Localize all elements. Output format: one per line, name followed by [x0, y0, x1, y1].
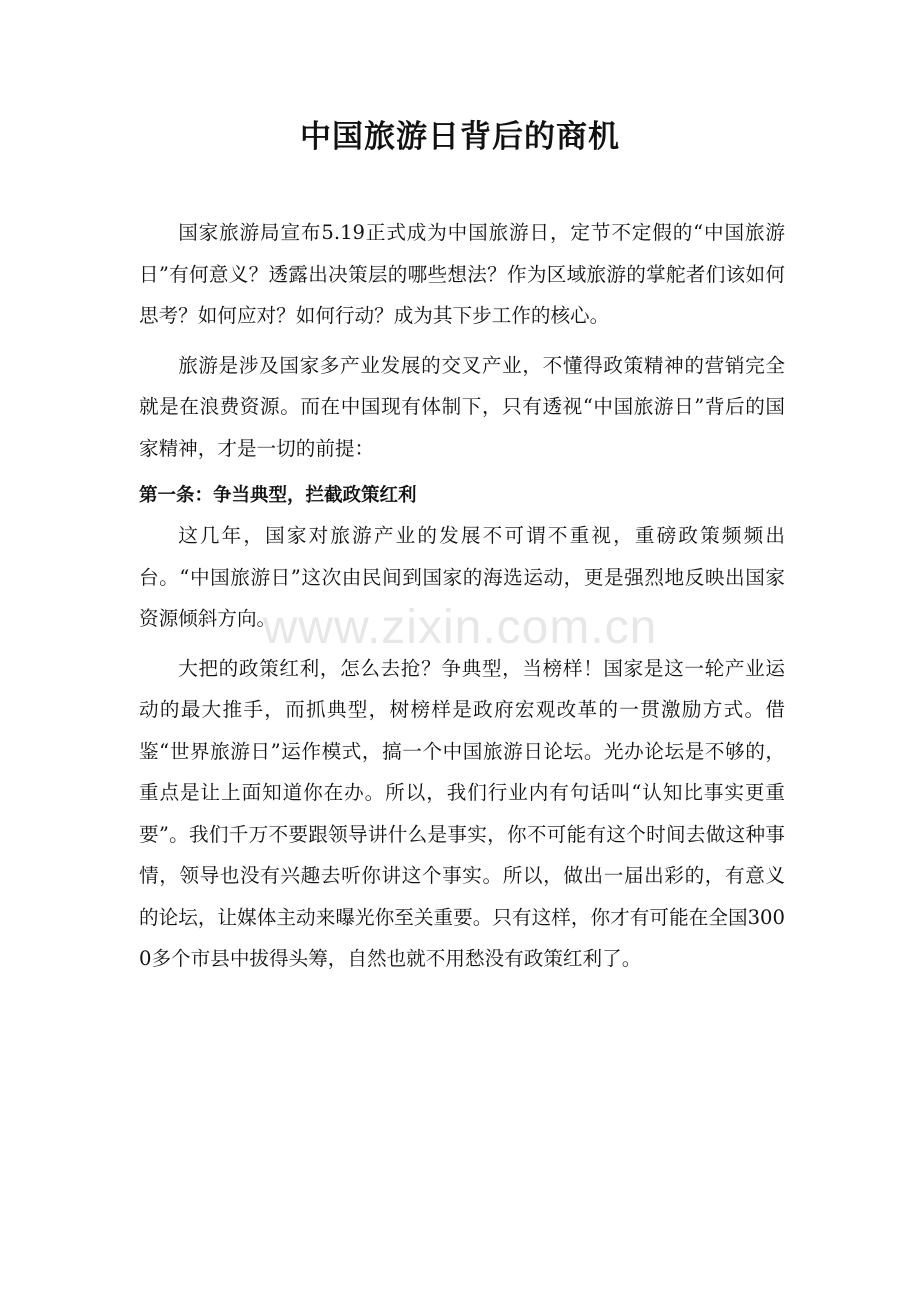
paragraph-strategy: 大把的政策红利，怎么去抢？争典型，当榜样！国家是这一轮产业运动的最大推手，而抓典型，树榜样是政府宏观改革的一贯激励方式。借鉴“世界旅游日”运作模式，搞一个中国旅游日论坛。光办论坛是不够的，重点是让上面知道你在办。所以，我们行业内有句话叫“认知比事实更重要”。我们千万不要跟领导讲什么是事实，你不可能有这个时间去做这种事情，领导也没有兴趣去听你讲这个事实。所以，做出一届出彩的，有意义的论坛，让媒体主动来曝光你至关重要。只有这样，你才有可能在全国3000多个市县中拔得头筹，自然也就不用愁没有政策红利了。 — [139, 656, 785, 970]
document-title: 中国旅游日背后的商机 — [300, 119, 620, 155]
watermark: www.zixin.com.cn — [262, 601, 658, 654]
paragraph-policy: 这几年，国家对旅游产业的发展不可谓不重视，重磅政策频频出台。“中国旅游日”这次由民间到国家的海选运动，更是强烈地反映出国家资源倾斜方向。 — [139, 524, 785, 630]
section-heading: 第一条：争当典型，拦截政策红利 — [139, 485, 417, 506]
paragraph-context: 旅游是涉及国家多产业发展的交叉产业，不懂得政策精神的营销完全就是在浪费资源。而在中国现有体制下，只有透视“中国旅游日”背后的国家精神，才是一切的前提： — [139, 353, 785, 460]
paragraph-intro: 国家旅游局宣布5.19正式成为中国旅游日，定节不定假的“中国旅游日”有何意义？透露出决策层的哪些想法？作为区域旅游的掌舵者们该如何思考？如何应对？如何行动？成为其下步工作的核心。 — [139, 221, 785, 327]
document-body — [139, 212, 785, 988]
